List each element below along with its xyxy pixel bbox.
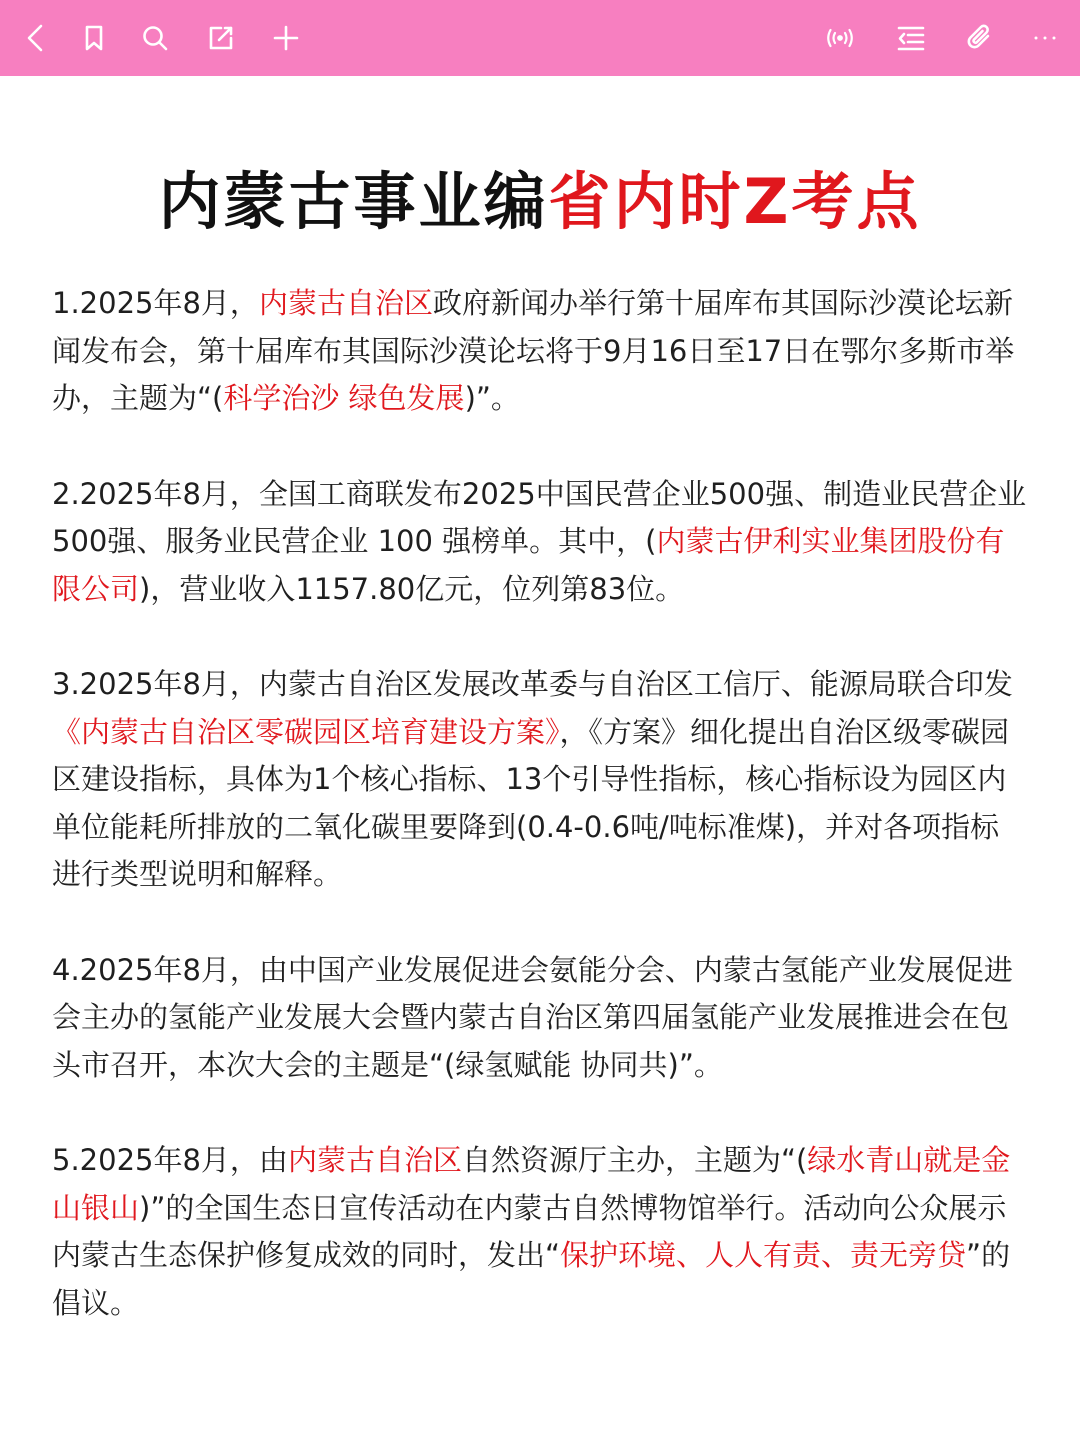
item-text: 自然资源厅主办，主题为“( xyxy=(461,1143,808,1177)
title-red-part: 省内时Z考点 xyxy=(548,164,922,238)
edit-icon[interactable] xyxy=(197,14,245,62)
item-highlight: 内蒙古伊利实业集团股份有限公司 xyxy=(52,524,1005,606)
item-text: ，《方案》细化提出自治区级零碳园区建设指标，具体为1个核心指标、13个引导性指标，核心指标设为园区内单位能耗所排放的二氧化碳里要降到(0.4-0.6吨/吨标准煤)，并对各项指标进行类型说明和解释。 xyxy=(52,714,1010,891)
item-text: 4.2025年8月，由中国产业发展促进会氨能分会、内蒙古氢能产业发展促进会主办的氢能产业发展大会暨内蒙古自治区第四届氢能产业发展推进会在包头市召开，本次大会的主题是“(绿氢赋能 协同共)”。 xyxy=(52,952,1013,1082)
list-item xyxy=(52,280,1028,423)
item-text: 5.2025年8月，由 xyxy=(52,1143,288,1177)
list-item xyxy=(52,1137,1028,1327)
back-arrow-icon[interactable] xyxy=(12,14,60,62)
item-text: 2.2025年8月，全国工商联发布2025中国民营企业500强、制造业民营企业500强、服务业民营企业 100 强榜单。其中，( xyxy=(52,476,1027,558)
bookmark-icon[interactable] xyxy=(70,14,118,62)
article-body xyxy=(52,280,1028,1327)
item-highlight: 《内蒙古自治区零碳园区培育建设方案》 xyxy=(52,714,560,749)
broadcast-icon[interactable] xyxy=(816,14,864,62)
item-highlight: 内蒙古自治区 xyxy=(287,1143,462,1177)
item-text: 1.2025年8月， xyxy=(52,286,259,320)
list-item xyxy=(52,471,1028,614)
item-text: 3.2025年8月，内蒙古自治区发展改革委与自治区工信厅、能源局联合印发 xyxy=(52,667,1013,701)
search-icon[interactable] xyxy=(131,14,179,62)
item-text: )”。 xyxy=(464,381,520,415)
item-text: )”的全国生态日宣传活动在内蒙古自然博物馆举行。活动向公众展示内蒙古生态保护修复成效的同时，发出“ xyxy=(52,1190,1007,1272)
item-highlight: 保护环境、人人有责、责无旁贷 xyxy=(560,1238,967,1272)
item-highlight: 科学治沙 绿色发展 xyxy=(223,381,465,415)
outline-icon[interactable] xyxy=(887,14,935,62)
page-title xyxy=(0,160,1080,244)
item-text: )，营业收入1157.80亿元，位列第83位。 xyxy=(139,571,685,606)
item-text: 政府新闻办举行第十届库布其国际沙漠论坛新闻发布会，第十届库布其国际沙漠论坛将于9月16日至17日在鄂尔多斯市举办，主题为“( xyxy=(52,286,1015,415)
title-black-part: 内蒙古事业编 xyxy=(158,164,549,238)
item-highlight: 内蒙古自治区 xyxy=(258,286,433,320)
top-toolbar xyxy=(0,0,1080,76)
more-icon[interactable] xyxy=(1021,14,1069,62)
attachment-icon[interactable] xyxy=(955,14,1003,62)
item-text: ”的倡议。 xyxy=(52,1238,1011,1320)
plus-icon[interactable] xyxy=(262,14,310,62)
list-item xyxy=(52,661,1028,899)
item-highlight: 绿水青山就是金山银山 xyxy=(52,1143,1011,1225)
list-item xyxy=(52,947,1028,1090)
